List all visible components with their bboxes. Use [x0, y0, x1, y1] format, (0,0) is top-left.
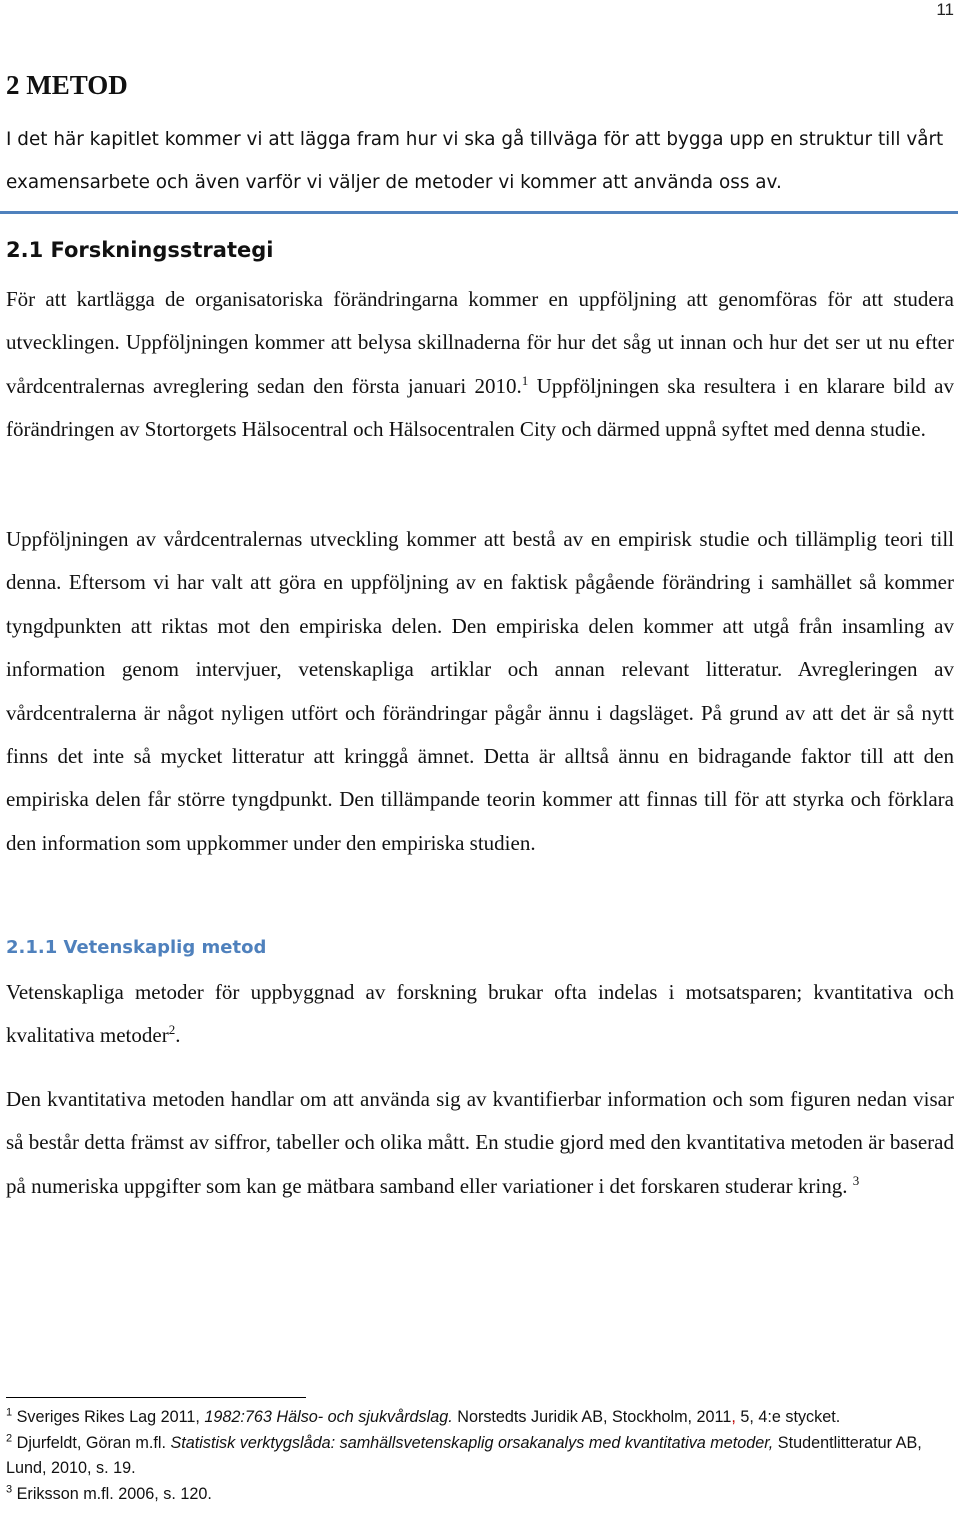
paragraph-vetenskaplig-metod-2: [6, 1078, 954, 1208]
section-heading-forskningsstrategi: 2.1 Forskningsstrategi: [6, 238, 274, 262]
footnote-separator: [6, 1397, 306, 1398]
footnote-text: 5, 4:e stycket.: [735, 1408, 841, 1426]
footnote-1: [6, 1405, 956, 1431]
paragraph-text: Den kvantitativa metoden handlar om att använda sig av kvantifierbar information och som figuren nedan visar så består detta främst av siffror, tabeller och olika mått. En studie gjord med den kvantitativa metoden är baserad på numeriska uppgifter som kan ge mätbara samband eller variationer i det forskaren studerar kring.: [6, 1087, 954, 1198]
paragraph-text-continued: Uppföljningen ska resultera i en klarare bild av förändringen av Stortorgets Hälsocentral och Hälsocentralen City och därmed uppnå syftet med denna studie.: [6, 373, 954, 442]
footnote-ref-3[interactable]: 3: [852, 1172, 860, 1188]
footnote-text: Sveriges Rikes Lag 2011,: [16, 1408, 205, 1426]
footnote-title: 1982:763 Hälso- och sjukvårdslag.: [204, 1408, 453, 1426]
paragraph-text: För att kartlägga de organisatoriska förändringarna kommer en uppföljning att genomföras för att studera utvecklingen. Uppföljningen kommer att belysa skillnaderna för hur det såg ut innan och hur det ser ut nu efter vårdcentralernas avreglering sedan den första januari 2010.: [6, 287, 954, 398]
footnote-ref-2[interactable]: 2: [168, 1022, 176, 1038]
chapter-intro: I det här kapitlet kommer vi att lägga fram hur vi ska gå tillväga för att bygga upp en struktur till vårt examensarbete och även varför vi väljer de metoder vi kommer att använda oss av.: [6, 129, 944, 193]
footnote-number: 3: [6, 1483, 13, 1496]
footnote-number: 2: [6, 1432, 13, 1445]
subsection-heading-vetenskaplig-metod: 2.1.1 Vetenskaplig metod: [6, 937, 267, 958]
footnote-title: Statistisk verktygslåda: samhällsvetenskaplig orsakanalys med kvantitativa metoder,: [170, 1433, 774, 1452]
footnote-text: Studentlitteratur AB, Lund, 2010, s. 19.: [6, 1433, 922, 1477]
footnote-comma: ,: [731, 1408, 736, 1426]
footnote-3: [6, 1482, 956, 1508]
footnote-text: Norstedts Juridik AB, Stockholm, 2011: [452, 1408, 732, 1426]
paragraph-text: Vetenskapliga metoder för uppbyggnad av forskning brukar ofta indelas i motsatsparen; kvantitativa och kvalitativa metoder: [6, 980, 954, 1048]
chapter-heading: 2 METOD: [6, 70, 128, 100]
footnote-ref-1[interactable]: 1: [521, 372, 529, 388]
paragraph-end: .: [175, 1023, 181, 1048]
heading-rule: [0, 211, 958, 214]
paragraph-forskningsstrategi-1: [6, 278, 954, 452]
footnotes: [6, 1405, 956, 1507]
page-number: 11: [936, 0, 954, 19]
footnote-number: 1: [6, 1406, 13, 1419]
footnote-text: Djurfeldt, Göran m.fl.: [16, 1433, 171, 1452]
footnote-text: Eriksson m.fl. 2006, s. 120.: [16, 1484, 212, 1503]
footnote-2: [6, 1431, 956, 1482]
paragraph-vetenskaplig-metod-1: [6, 971, 954, 1058]
paragraph-forskningsstrategi-2: Uppföljningen av vårdcentralernas utveckling kommer att bestå av en empirisk studie och tillämplig teori till denna. Eftersom vi har valt att göra en uppföljning av en faktisk pågående förändring i samhället så kommer tyngdpunkten att riktas mot den empiriska delen. Den empiriska delen kommer att utgå från insamling av information genom intervjuer, vetenskapliga artiklar och annan relevant litteratur. Avregleringen av vårdcentralerna är något nyligen utfört och förändringar pågår ännu i dagsläget. På grund av att det är så nytt finns det inte så mycket litteratur att kringgå ämnet. Detta är alltså ännu en bidragande faktor till att den empiriska delen får större tyngdpunkt. Den tillämpande teorin kommer att finnas till för att styrka och förklara den information som uppkommer under den empiriska studien.: [6, 527, 954, 855]
